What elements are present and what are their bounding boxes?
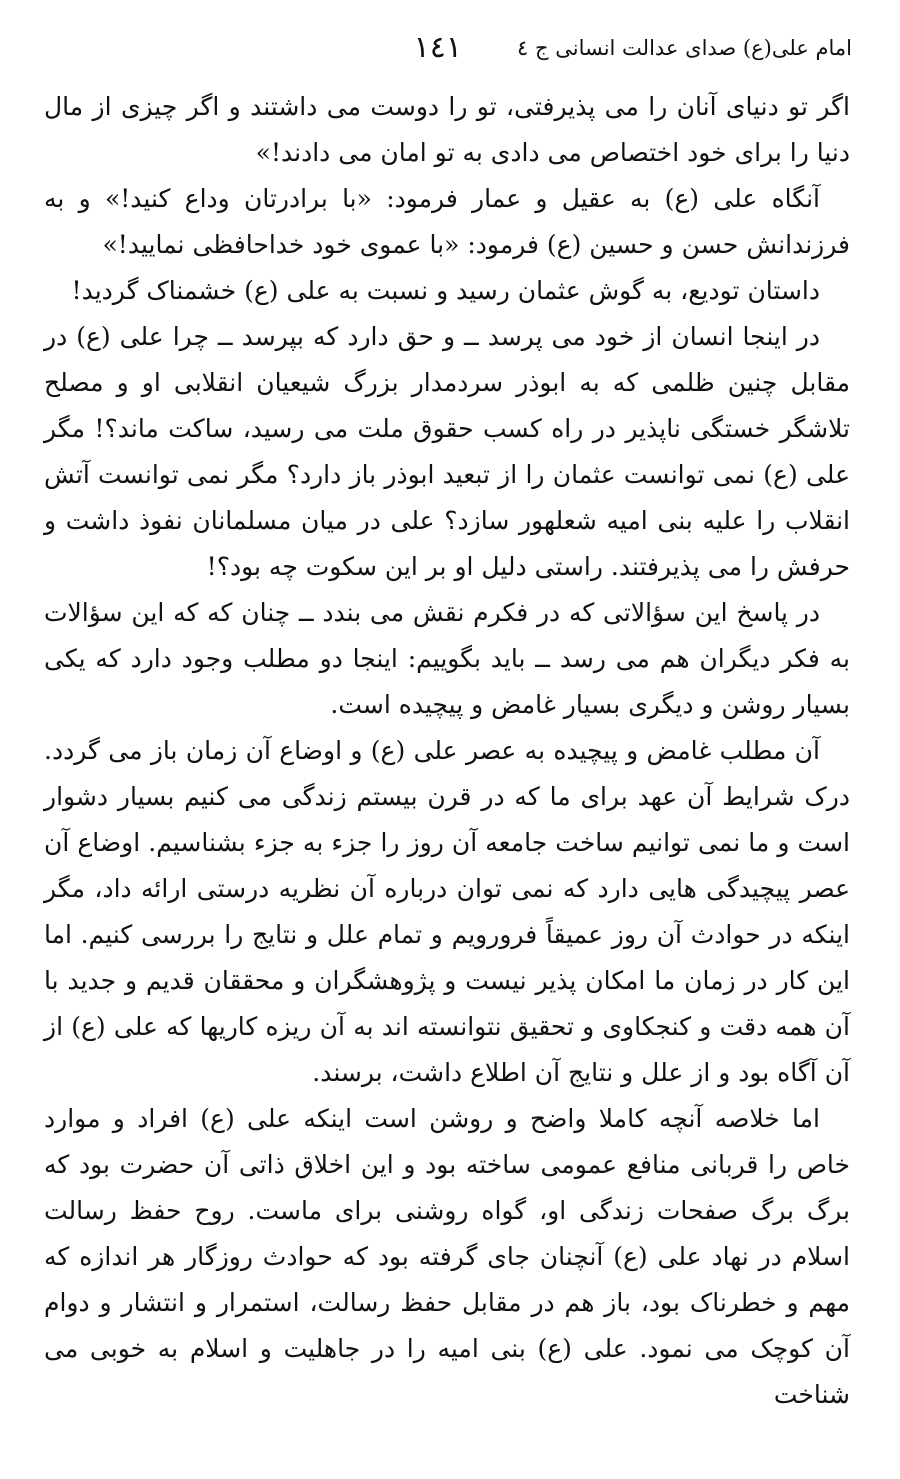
- paragraph: آنگاه علی (ع) به عقیل و عمار فرمود: «با برادرتان وداع کنید!» و به فرزندانش حسن و حسین (ع) فرمود: «با عموی خود خداحافظی نمایید!»: [44, 184, 850, 259]
- page-header: [40, 30, 852, 70]
- paragraph: در اینجا انسان از خود می پرسد ــ و حق دارد که بپرسد ــ چرا علی (ع) در مقابل چنین ظلمی که به ابوذر سردمدار بزرگ شیعیان انقلابی او و مصلح تلاشگر خستگی ناپذیر در راه کسب حقوق ملت می رسید، ساکت ماند؟! مگر علی (ع) نمی توانست عثمان را از تبعید ابوذر باز دارد؟ مگر نمی توانست آتش انقلاب را علیه بنی امیه شعلهور سازد؟ علی در میان مسلمانان نفوذ داشت و حرفش را می پذیرفتند. راستی دلیل او بر این سکوت چه بود؟!: [44, 322, 850, 581]
- page-number: ١٤١: [413, 30, 462, 65]
- paragraph: در پاسخ این سؤالاتی که در فکرم نقش می بندد ــ چنان که که این سؤالات به فکر دیگران هم می رسد ــ باید بگوییم: اینجا دو مطلب وجود دارد که یکی بسیار روشن و دیگری بسیار غامض و پیچیده است.: [44, 598, 850, 719]
- paragraph: آن مطلب غامض و پیچیده به عصر علی (ع) و اوضاع آن زمان باز می گردد. درک شرایط آن عهد برای ما که در قرن بیستم زندگی می کنیم بسیار دشوار است و ما نمی توانیم ساخت جامعه آن روز را جزء به جزء بشناسیم. اوضاع آن عصر پیچیدگی هایی دارد که نمی توان درباره آن نظریه درستی ارائه داد، مگر اینکه در حوادث آن روز عمیقاً فرورویم و تمام علل و نتایج را بررسی کنیم. اما این کار در زمان ما امکان پذیر نیست و پژوهشگران و محققان قدیم و جدید با آن همه دقت و کنجکاوی و تحقیق نتوانسته اند به آن ریزه کاریها که علی (ع) از آن آگاه بود و از علل و نتایج آن اطلاع داشت، برسند.: [44, 736, 850, 1087]
- body-text: [44, 84, 850, 1418]
- paragraph: اما خلاصه آنچه کاملا واضح و روشن است اینکه علی (ع) افراد و موارد خاص را قربانی منافع عمومی ساخته بود و این اخلاق ذاتی آن حضرت بود که برگ برگ صفحات زندگی او، گواه روشنی برای ماست. روح حفظ رسالت اسلام در نهاد علی (ع) آنچنان جای گرفته بود که حوادث روزگار هر اندازه که مهم و خطرناک بود، باز هم در مقابل حفظ رسالت، استمرار و انتشار و دوام آن کوچک می نمود. علی (ع) بنی امیه را در جاهلیت و اسلام به خوبی می شناخت: [44, 1104, 850, 1409]
- paragraph-continued: اگر تو دنیای آنان را می پذیرفتی، تو را دوست می داشتند و اگر چیزی از مال دنیا را برای خود اختصاص می دادی به تو امان می دادند!»: [44, 92, 850, 167]
- running-title: امام علی(ع) صدای عدالت انسانی ج ٤: [517, 36, 852, 60]
- paragraph: داستان تودیع، به گوش عثمان رسید و نسبت به علی (ع) خشمناک گردید!: [71, 276, 820, 305]
